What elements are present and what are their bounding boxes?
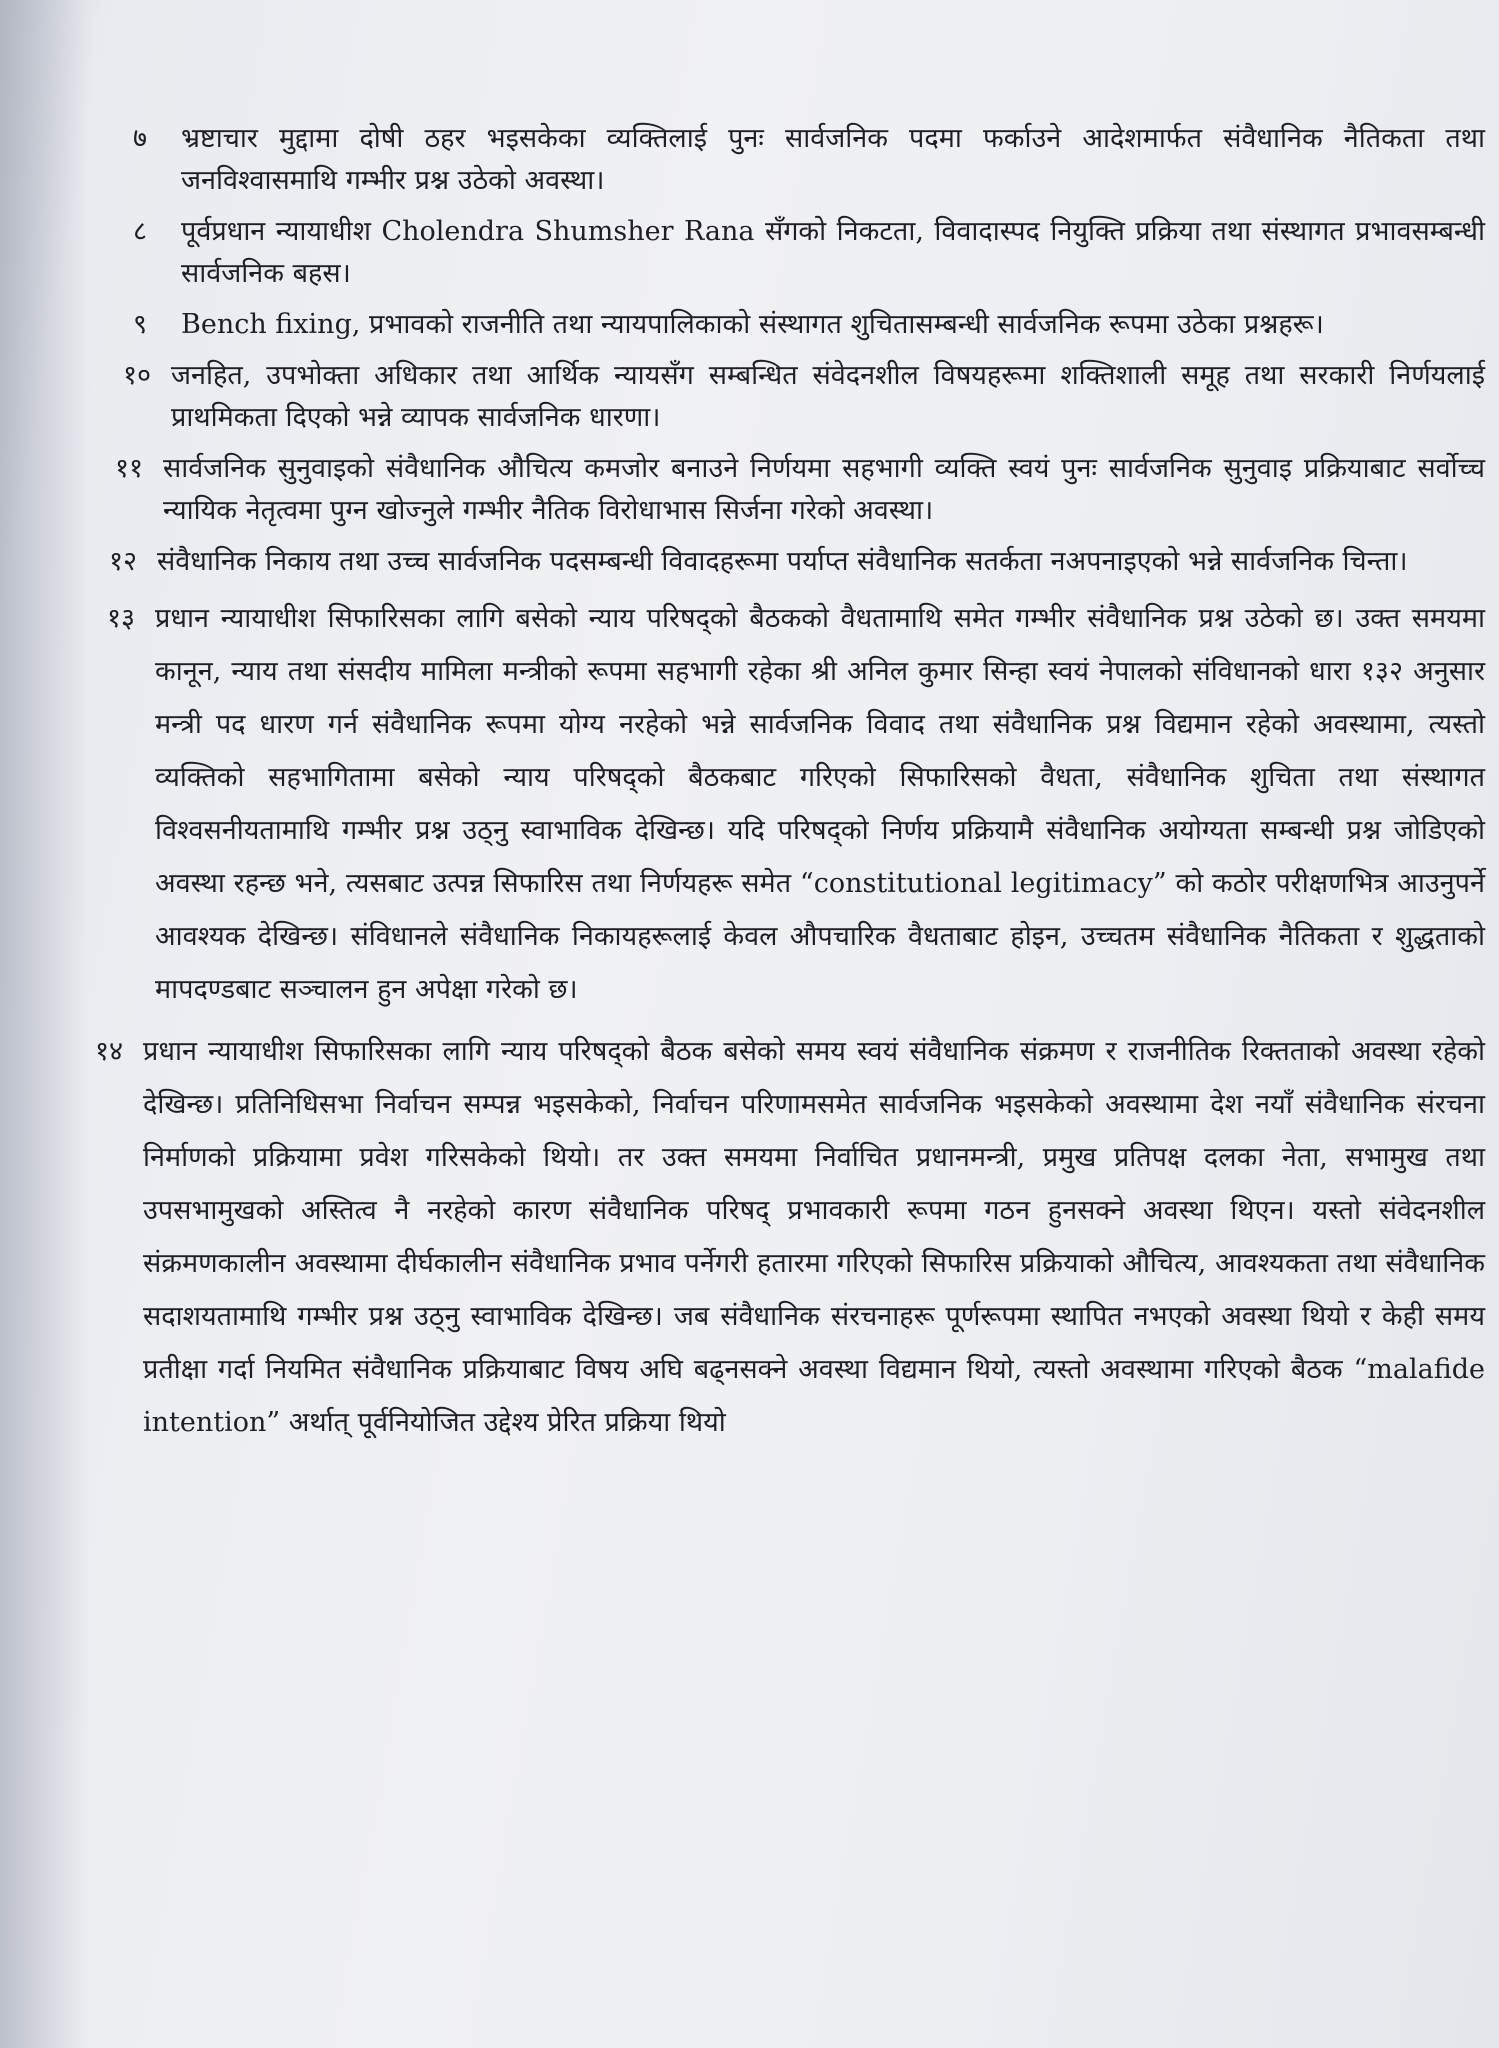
item-number: ८	[133, 216, 148, 247]
item-text: सार्वजनिक सुनुवाइको संवैधानिक औचित्य कमजोर बनाउने निर्णयमा सहभागी व्यक्ति स्वयं पुनः सार्वजनिक सुनुवाइ प्रक्रियाबाट सर्वोच्च न्यायिक नेतृत्वमा पुग्न खोज्नुले गम्भीर नैतिक विरोधाभास सिर्जना गरेको अवस्था।	[163, 453, 1485, 526]
item-text: जनहित, उपभोक्ता अधिकार तथा आर्थिक न्यायसँग सम्बन्धित संवेदनशील विषयहरूमा शक्तिशाली समूह तथा सरकारी निर्णयलाई प्राथमिकता दिएको भन्ने व्यापक सार्वजनिक धारणा।	[171, 360, 1485, 433]
item-number: ९	[133, 309, 148, 340]
item-text: Bench fixing, प्रभावको राजनीति तथा न्यायपालिकाको संस्थागत शुचितासम्बन्धी सार्वजनिक रूपमा उठेका प्रश्नहरू।	[181, 309, 1324, 340]
list-item-9	[133, 304, 1485, 346]
list-item-14	[95, 1025, 1485, 1449]
item-number: १२	[109, 546, 138, 577]
item-number: ७	[133, 123, 148, 154]
list-item-7	[133, 118, 1485, 202]
numbered-list	[95, 118, 1485, 1458]
item-text: संवैधानिक निकाय तथा उच्च सार्वजनिक पदसम्बन्धी विवादहरूमा पर्याप्त संवैधानिक सतर्कता नअपनाइएको भन्ने सार्वजनिक चिन्ता।	[157, 546, 1408, 577]
item-text: प्रधान न्यायाधीश सिफारिसका लागि बसेको न्याय परिषद्को बैठकको वैधतामाथि समेत गम्भीर संवैधानिक प्रश्न उठेको छ। उक्त समयमा कानून, न्याय तथा संसदीय मामिला मन्त्रीको रूपमा सहभागी रहेका श्री अनिल कुमार सिन्हा स्वयं नेपालको संविधानको धारा १३२ अनुसार मन्त्री पद धारण गर्न संवैधानिक रूपमा योग्य नरहेको भन्ने सार्वजनिक विवाद तथा संवैधानिक प्रश्न विद्यमान रहेको अवस्थामा, त्यस्तो व्यक्तिको सहभागितामा बसेको न्याय परिषद्को बैठकबाट गरिएको सिफारिसको वैधता, संवैधानिक शुचिता तथा संस्थागत विश्वसनीयतामाथि गम्भीर प्रश्न उठ्नु स्वाभाविक देखिन्छ। यदि परिषद्को निर्णय प्रक्रियामै संवैधानिक अयोग्यता सम्बन्धी प्रश्न जोडिएको अवस्था रहन्छ भने, त्यसबाट उत्पन्न सिफारिस तथा निर्णयहरू समेत “constitutional legitimacy” को कठोर परीक्षणभित्र आउनुपर्ने आवश्यक देखिन्छ। संविधानले संवैधानिक निकायहरूलाई केवल औपचारिक वैधताबाट होइन, उच्चतम संवैधानिक नैतिकता र शुद्धताको मापदण्डबाट सञ्चालन हुन अपेक्षा गरेको छ।	[155, 603, 1485, 1005]
list-item-12	[109, 541, 1485, 583]
item-text: पूर्वप्रधान न्यायाधीश Cholendra Shumsher Rana सँगको निकटता, विवादास्पद नियुक्ति प्रक्रिया तथा संस्थागत प्रभावसम्बन्धी सार्वजनिक बहस।	[181, 216, 1485, 289]
page-fold-shadow	[0, 0, 90, 2048]
item-number: १४	[95, 1036, 124, 1067]
item-number: १०	[123, 360, 152, 391]
item-text: भ्रष्टाचार मुद्दामा दोषी ठहर भइसकेका व्यक्तिलाई पुनः सार्वजनिक पदमा फर्काउने आदेशमार्फत संवैधानिक नैतिकता तथा जनविश्वासमाथि गम्भीर प्रश्न उठेको अवस्था।	[181, 123, 1485, 196]
item-number: ११	[115, 453, 144, 484]
item-number: १३	[107, 603, 136, 634]
list-item-13	[107, 592, 1485, 1016]
list-item-10	[123, 355, 1485, 439]
list-item-8	[133, 211, 1485, 295]
item-text: प्रधान न्यायाधीश सिफारिसका लागि न्याय परिषद्को बैठक बसेको समय स्वयं संवैधानिक संक्रमण र राजनीतिक रिक्तताको अवस्था रहेको देखिन्छ। प्रतिनिधिसभा निर्वाचन सम्पन्न भइसकेको, निर्वाचन परिणामसमेत सार्वजनिक भइसकेको अवस्थामा देश नयाँ संवैधानिक संरचना निर्माणको प्रक्रियामा प्रवेश गरिसकेको थियो। तर उक्त समयमा निर्वाचित प्रधानमन्त्री, प्रमुख प्रतिपक्ष दलका नेता, सभामुख तथा उपसभामुखको अस्तित्व नै नरहेको कारण संवैधानिक परिषद् प्रभावकारी रूपमा गठन हुनसक्ने अवस्था थिएन। यस्तो संवेदनशील संक्रमणकालीन अवस्थामा दीर्घकालीन संवैधानिक प्रभाव पर्नेगरी हतारमा गरिएको सिफारिस प्रक्रियाको औचित्य, आवश्यकता तथा संवैधानिक सदाशयतामाथि गम्भीर प्रश्न उठ्नु स्वाभाविक देखिन्छ। जब संवैधानिक संरचनाहरू पूर्णरूपमा स्थापित नभएको अवस्था थियो र केही समय प्रतीक्षा गर्दा नियमित संवैधानिक प्रक्रियाबाट विषय अघि बढ्नसक्ने अवस्था विद्यमान थियो, त्यस्तो अवस्थामा गरिएको बैठक “malafide intention” अर्थात् पूर्वनियोजित उद्देश्य प्रेरित प्रक्रिया थियो	[143, 1036, 1485, 1438]
list-item-11	[115, 448, 1485, 532]
